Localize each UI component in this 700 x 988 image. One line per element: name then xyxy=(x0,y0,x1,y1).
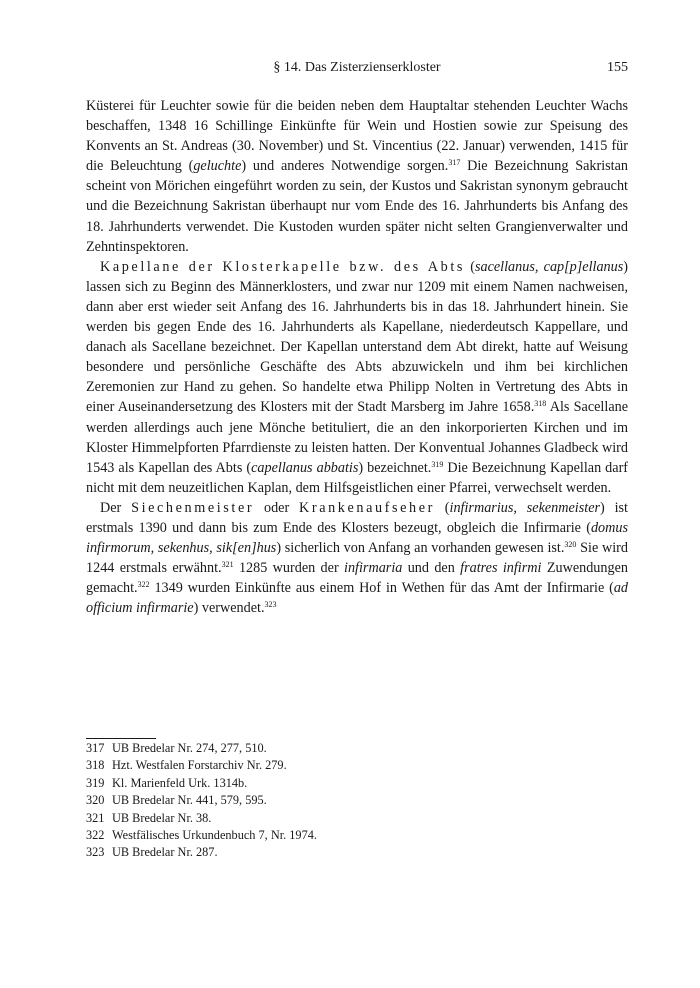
text-run: Die Bezeichnung Sakristan scheint von Mörichen eingeführt worden zu sein, der Kustos und Sakristan synonym gebraucht und die Bezeichnung Sakristan überhaupt nur vom Ende des 16. Jahrhunderts bis Anfang des 18. Jahrhunderts verwendet. Die Kustoden wurden später nicht selten Grangienverwalter und Zehntinspektoren. xyxy=(86,158,628,255)
spaced-term: Krankenaufseher xyxy=(299,499,435,516)
italic-term: domus infirmorum, sekenhus, sik[en]hus xyxy=(86,519,628,557)
footnote-number: 319 xyxy=(86,775,105,790)
footnote xyxy=(86,844,628,861)
footnote xyxy=(86,792,628,809)
spaced-term: Siechenmeister xyxy=(131,499,255,516)
text-run: Als Sacellane werden allerdings auch jene Mönche betituliert, die an den inkorporierten Kirchen und im Kloster Himmelpforten Pfarrdienste zu leisten hatten. Der Konventual Johannes Gladbeck wird 1543 als Kapellan des Abts ( xyxy=(86,399,629,476)
text-run: Zuwendungen gemacht. xyxy=(86,560,628,597)
footnote-text: Hzt. Westfalen Forstarchiv Nr. 279. xyxy=(112,758,287,773)
text-run: ) ist erstmals 1390 und dann bis zum Ende des Klosters bezeugt, obgleich die Infirmarie ( xyxy=(86,499,628,536)
footnote-number: 322 xyxy=(86,828,105,843)
text-run: ) lassen sich zu Beginn des Männerklosters, und zwar nur 1209 mit einem Namen nachweisen, dann aber erst wieder seit Anfang des 16. Jahrhunderts bis in das 18. Jahrhundert hinein. Sie werden bis gegen Ende des 16. Jahrhunderts als Kapellane, niederdeutsch Kappellare, und danach als Sacellane bezeichnet. Der Kapellan unterstand dem Abt direkt, hatte auf Weisung besondere und persönliche Geschäfte des Abts abzuwickeln und ihm bei kirchlichen Zeremonien zur Hand zu gehen. So handelte etwa Philipp Nolten in Vertretung des Abts in einer Auseinandersetzung des Klosters mit der Stadt Marsberg im Jahre 1658. xyxy=(86,258,628,416)
footnote-text: UB Bredelar Nr. 441, 579, 595. xyxy=(112,793,267,808)
text-run: ( xyxy=(434,499,450,516)
page-number: 155 xyxy=(607,60,628,75)
footnote xyxy=(86,775,628,792)
italic-term: ad officium infirmarie xyxy=(86,580,628,617)
footnote-text: UB Bredelar Nr. 287. xyxy=(112,845,218,860)
italic-term: infirmarius, sekenmeister xyxy=(449,499,601,516)
spaced-heading: Kapellane der Klosterkapelle bzw. des Abts xyxy=(100,258,465,275)
footnote-number: 323 xyxy=(86,845,105,860)
text-run: ) sicherlich von Anfang an vorhanden gewesen ist. xyxy=(276,540,565,557)
italic-term: infirmaria xyxy=(344,560,403,577)
footnote-text: Westfälisches Urkundenbuch 7, Nr. 1974. xyxy=(112,828,317,843)
italic-term: fratres infirmi xyxy=(460,560,542,577)
text-run: ) und anderes Notwendige sorgen. xyxy=(241,158,449,175)
footnote-divider xyxy=(86,738,156,739)
body-text xyxy=(86,96,628,618)
footnote-ref[interactable]: 317 xyxy=(448,158,461,168)
footnote-ref[interactable]: 318 xyxy=(534,399,547,409)
text-run: ) verwendet. xyxy=(193,600,265,617)
footnote-ref[interactable]: 321 xyxy=(221,560,234,570)
footnote-ref[interactable]: 322 xyxy=(137,580,150,590)
footnotes xyxy=(86,740,628,862)
footnote-text: UB Bredelar Nr. 274, 277, 510. xyxy=(112,741,267,755)
footnote-number: 318 xyxy=(86,758,105,773)
footnote-ref[interactable]: 319 xyxy=(431,459,444,469)
paragraph-3 xyxy=(86,498,628,619)
footnote-text: Kl. Marienfeld Urk. 1314b. xyxy=(112,775,248,790)
italic-term: sacellanus, cap[p]ellanus xyxy=(474,258,624,275)
text-run: ) bezeichnet. xyxy=(358,459,432,476)
italic-term: capellanus abbatis xyxy=(251,459,359,476)
footnote-ref[interactable]: 323 xyxy=(264,600,277,610)
running-title: § 14. Das Zisterzienserkloster xyxy=(273,60,441,75)
text-run: ( xyxy=(464,258,475,275)
paragraph-1 xyxy=(86,96,628,257)
text-run: 1285 wurden der xyxy=(233,560,345,577)
text-run: und den xyxy=(402,560,461,577)
footnote xyxy=(86,827,628,844)
footnote xyxy=(86,740,628,757)
footnote-number: 317 xyxy=(86,741,105,755)
footnote xyxy=(86,757,628,774)
text-run: Der xyxy=(100,499,132,516)
footnote xyxy=(86,810,628,827)
page-header xyxy=(86,60,628,80)
footnote-number: 321 xyxy=(86,810,105,825)
text-run: Küsterei für Leuchter sowie für die beiden neben dem Hauptaltar stehenden Leuchter Wachs beschaffen, 1348 16 Schillinge Einkünfte für Wein und Hostien sowie zur Speisung des Konvents an St. Andreas (30. November) und St. Vincentius (22. Januar) verwenden, 1415 für die Beleuchtung ( xyxy=(86,98,628,175)
paragraph-2 xyxy=(86,257,628,498)
italic-term: geluchte xyxy=(193,158,242,175)
text-run: Sie wird 1244 erstmals erwähnt. xyxy=(86,540,628,577)
footnote-number: 320 xyxy=(86,793,105,808)
text-run: 1349 wurden Einkünfte aus einem Hof in Wethen für das Amt der Infirmarie ( xyxy=(149,580,614,597)
text-run: oder xyxy=(254,499,300,516)
text-run: Die Bezeichnung Kapellan darf nicht mit dem neuzeitlichen Kaplan, dem Hilfsgeistlichen einer Pfarrei, verwechselt werden. xyxy=(86,459,629,496)
footnote-text: UB Bredelar Nr. 38. xyxy=(112,810,212,825)
footnote-ref[interactable]: 320 xyxy=(564,540,577,550)
